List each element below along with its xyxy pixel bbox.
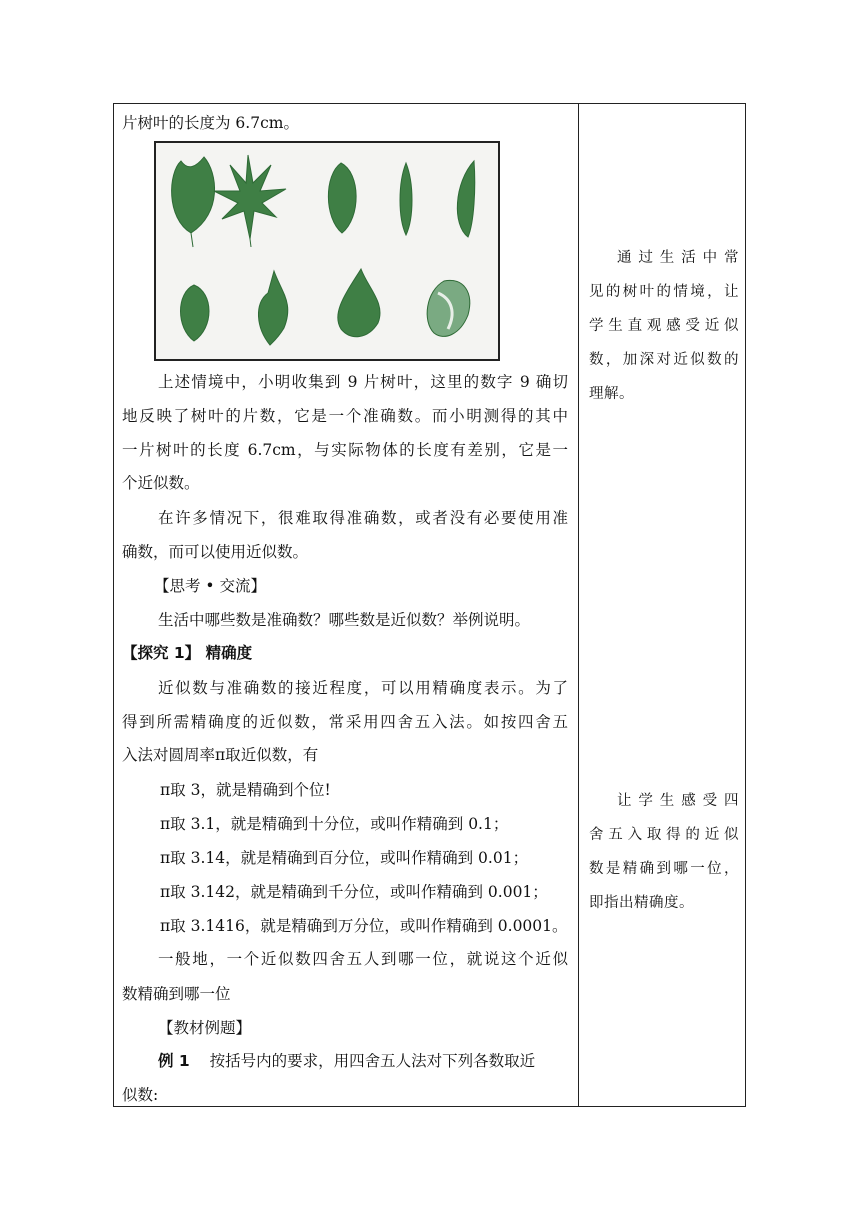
para1-line3: 一片树叶的长度 6.7cm，与实际物体的长度有差别，它是一 [122, 441, 568, 459]
leaf-8 [338, 269, 380, 337]
para2-line1: 在许多情况下，很难取得准确数，或者没有必要使用准 [158, 509, 568, 527]
leaf-4 [400, 163, 412, 235]
para1-line1: 上述情境中，小明收集到 9 片树叶，这里的数字 9 确切 [158, 373, 568, 391]
side-note-2 [589, 784, 739, 920]
note1-line1: 通过生活中常 [617, 250, 739, 266]
note2-line3: 数是精确到哪一位， [589, 861, 739, 877]
explore-heading: 【探究 1】 精确度 [122, 644, 253, 662]
pi-line-3: π取 3.14，就是精确到百分位，或叫作精确到 0.01； [160, 849, 529, 867]
intro-line: 片树叶的长度为 6.7cm。 [122, 114, 299, 132]
think-question: 生活中哪些数是准确数？哪些数是近似数？举例说明。 [158, 611, 531, 629]
note1-line4: 数，加深对近似数的 [589, 352, 739, 368]
para4-line1: 一般地，一个近似数四舍五人到哪一位，就说这个近似 [158, 950, 568, 968]
pi-line-1: π取 3，就是精确到个位! [160, 781, 331, 799]
leaf-1 [172, 157, 215, 233]
note2-line1: 让学生感受四 [617, 793, 739, 809]
example-text: 按括号内的要求，用四舍五人法对下列各数取近 [209, 1052, 536, 1070]
leaf-figure [154, 141, 500, 361]
lesson-table [113, 103, 746, 1107]
example-line2: 似数: [122, 1086, 159, 1104]
leaf-5 [457, 161, 474, 237]
para3-line1: 近似数与准确数的接近程度，可以用精确度表示。为了 [158, 679, 568, 697]
pi-line-2: π取 3.1，就是精确到十分位，或叫作精确到 0.1； [160, 815, 509, 833]
note1-line2: 见的树叶的情境，让 [589, 284, 739, 300]
example-line1 [158, 1051, 568, 1071]
example-heading: 【教材例题】 [158, 1019, 252, 1037]
para3-line2: 得到所需精确度的近似数，常采用四舍五入法。如按四舍五 [122, 713, 568, 731]
pi-line-4: π取 3.142，就是精确到千分位，或叫作精确到 0.001； [160, 883, 548, 901]
example-label: 例 1 [158, 1052, 190, 1070]
leaves-illustration [156, 143, 498, 359]
leaf-7 [258, 271, 287, 345]
note1-line5: 理解。 [589, 386, 634, 402]
para1-line2: 地反映了树叶的片数，它是一个准确数。而小明测得的其中 [122, 407, 568, 425]
leaf-3 [328, 163, 356, 233]
para1-line4: 个近似数。 [122, 474, 200, 492]
think-heading: 【思考 • 交流】 [154, 577, 266, 595]
note2-line4: 即指出精确度。 [589, 895, 694, 911]
para3-line3: 入法对圆周率π取近似数，有 [122, 746, 319, 764]
leaf-6 [181, 285, 210, 341]
main-content-column [114, 104, 578, 1106]
pi-line-5: π取 3.1416，就是精确到万分位，或叫作精确到 0.0001。 [160, 917, 568, 935]
para2-line2: 确数，而可以使用近似数。 [122, 543, 309, 561]
note2-line2: 舍五入取得的近似 [589, 827, 739, 843]
side-note-1 [589, 241, 739, 411]
note1-line3: 学生直观感受近似 [589, 318, 739, 334]
para4-line2: 数精确到哪一位 [122, 985, 231, 1003]
notes-column [579, 104, 745, 1106]
leaf-2 [214, 155, 286, 239]
